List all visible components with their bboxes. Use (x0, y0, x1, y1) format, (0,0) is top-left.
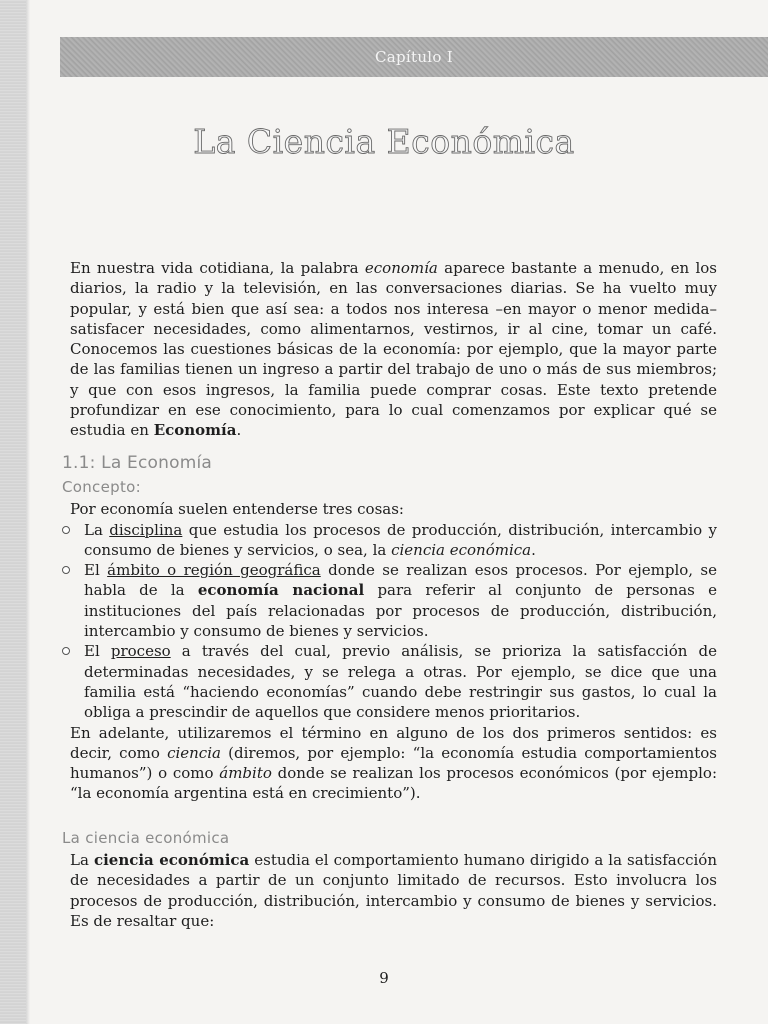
underlined-term: ámbito o región geográfica (107, 561, 321, 580)
bullet-icon (62, 647, 70, 655)
intro-bold-economia: Economía (153, 421, 237, 440)
subheading-concepto: Concepto: (62, 477, 141, 496)
bullet-text: donde se realizan esos procesos. Por ejemplo, se habla de la (84, 561, 718, 600)
concept-bullet-list (62, 520, 717, 723)
page-number: 9 (379, 969, 389, 987)
list-item (62, 560, 717, 641)
bullet-emphasis: ciencia económica (391, 540, 532, 559)
after-list-paragraph (70, 723, 717, 804)
list-item (62, 641, 717, 722)
paragraph-text: donde se realizan los procesos económicos (por ejemplo: “la economía argentina está en crecimiento”). (70, 764, 717, 803)
intro-text-2: aparece bastante a menudo, en los diarios, la radio y la televisión, en las conversaciones diarias. Se ha vuelto muy popular, y está bien que así sea: a todos nos interesa –en mayor o menor medida– satisfacer necesidades, como alimentarnos, vestirnos, ir al cine, tomar un café. Conocemos las cuestiones básicas de la economía: por ejemplo, que la mayor parte de las familias tienen un ingreso a partir del trabajo de uno o más de sus miembros; y que con esos ingresos, la familia puede comprar cosas. Este texto pretende profundizar en ese conocimiento, para lo cual comenzamos por explicar qué se estudia en (70, 259, 717, 440)
chapter-header-band (60, 37, 768, 77)
intro-paragraph (70, 258, 717, 441)
subheading-ciencia-economica: La ciencia económica (62, 828, 230, 847)
bold-ciencia-economica: ciencia económica (93, 851, 250, 870)
underlined-term: disciplina (109, 520, 183, 539)
list-item (62, 520, 717, 561)
bullet-bold-term: economía nacional (197, 581, 365, 600)
ciencia-economica-paragraph (70, 850, 717, 931)
book-binding-edge (0, 0, 27, 1024)
intro-emphasis-economia: economía (364, 259, 438, 277)
bullet-text: El (84, 561, 108, 580)
paragraph-text: estudia el comportamiento humano dirigido a la satisfacción de necesidades a partir de un conjunto limitado de recursos. Esto involucra los procesos de producción, distribución, intercambio y consumo de bienes y servicios. Es de resaltar que: (70, 851, 717, 930)
bullet-text: que estudia los procesos de producción, distribución, intercambio y consumo de bienes y servicios, o sea, la (84, 520, 718, 559)
emphasis-ambito: ámbito (219, 764, 272, 783)
page-gutter-shadow (26, 0, 30, 1024)
chapter-label: Capítulo I (374, 48, 454, 66)
bullet-icon (62, 566, 70, 574)
bullet-text: La (84, 520, 110, 539)
paragraph-text: La (70, 851, 94, 870)
page-body (62, 258, 717, 931)
concept-lead: Por economía suelen entenderse tres cosas: (70, 500, 404, 519)
bullet-text: a través del cual, previo análisis, se prioriza la satisfacción de determinadas necesidades, y se relega a otras. Por ejemplo, se dice que una familia está “haciendo economías” cuando debe restringir sus gastos, lo cual la obliga a prescindir de aquellos que considere menos prioritarios. (84, 642, 718, 722)
intro-text-1: En nuestra vida cotidiana, la palabra (70, 259, 365, 277)
emphasis-ciencia: ciencia (167, 743, 221, 762)
paragraph-text: En adelante, utilizaremos el término en alguno de los dos primeros sentidos: es decir, como (70, 723, 717, 762)
bullet-text: . (531, 540, 536, 559)
intro-text-3: . (236, 421, 242, 440)
section-heading-1-1: 1.1: La Economía (62, 452, 213, 473)
bullet-text: para referir al conjunto de personas e instituciones del país relacionadas por procesos de producción, distribución, intercambio y consumo de bienes y servicios. (84, 581, 717, 641)
paragraph-text: (diremos, por ejemplo: “la economía estudia comportamientos humanos”) o como (70, 743, 717, 783)
bullet-icon (62, 526, 70, 534)
page-title: La Ciencia Económica (193, 122, 575, 161)
underlined-term: proceso (110, 642, 171, 661)
bullet-text: El (84, 642, 111, 661)
